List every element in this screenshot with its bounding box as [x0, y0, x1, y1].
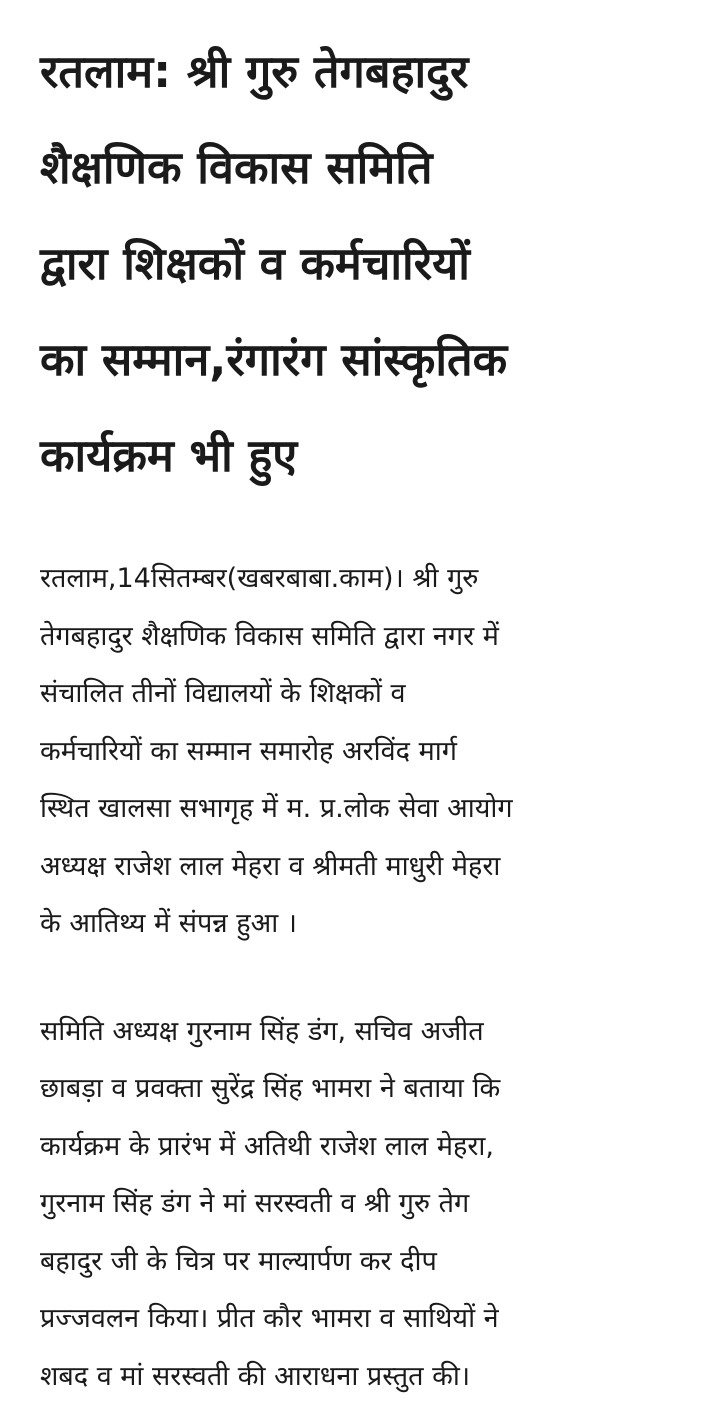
paragraph-line: स्थित खालसा सभागृह में म. प्र.लोक सेवा आयोग — [40, 780, 690, 838]
headline-line: द्वारा शिक्षकों व कर्मचारियों — [40, 216, 690, 312]
article — [40, 24, 690, 1405]
headline-line: कार्यक्रम भी हुए — [40, 408, 690, 504]
paragraph-line: बहादुर जी के चित्र पर माल्यार्पण कर दीप — [40, 1233, 690, 1291]
headline-line: शैक्षणिक विकास समिति — [40, 120, 690, 216]
article-paragraph-2 — [40, 1003, 690, 1405]
paragraph-line: अध्यक्ष राजेश लाल मेहरा व श्रीमती माधुरी मेहरा — [40, 838, 690, 896]
paragraph-line: कार्यक्रम के प्रारंभ में अतिथी राजेश लाल मेहरा, — [40, 1118, 690, 1176]
paragraph-line: रतलाम,14सितम्बर(खबरबाबा.काम)। श्री गुरु — [40, 550, 690, 608]
paragraph-line: शबद व मां सरस्वती की आराधना प्रस्तुत की। — [40, 1348, 690, 1405]
headline-line: रतलाम: श्री गुरु तेगबहादुर — [40, 24, 690, 120]
paragraph-line: प्रज्जवलन किया। प्रीत कौर भामरा व साथियों ने — [40, 1290, 690, 1348]
paragraph-line: कर्मचारियों का सम्मान समारोह अरविंद मार्ग — [40, 723, 690, 781]
headline-line: का सम्मान,रंगारंग सांस्कृतिक — [40, 312, 690, 408]
paragraph-line: संचालित तीनों विद्यालयों के शिक्षकों व — [40, 665, 690, 723]
article-paragraph-1 — [40, 550, 690, 953]
paragraph-line: तेगबहादुर शैक्षणिक विकास समिति द्वारा नगर में — [40, 608, 690, 666]
article-headline — [40, 24, 690, 504]
paragraph-line: के आतिथ्य में संपन्न हुआ । — [40, 895, 690, 953]
paragraph-line: छाबड़ा व प्रवक्ता सुरेंद्र सिंह भामरा ने बताया कि — [40, 1060, 690, 1118]
paragraph-line: गुरनाम सिंह डंग ने मां सरस्वती व श्री गुरु तेग — [40, 1175, 690, 1233]
paragraph-line: समिति अध्यक्ष गुरनाम सिंह डंग, सचिव अजीत — [40, 1003, 690, 1061]
